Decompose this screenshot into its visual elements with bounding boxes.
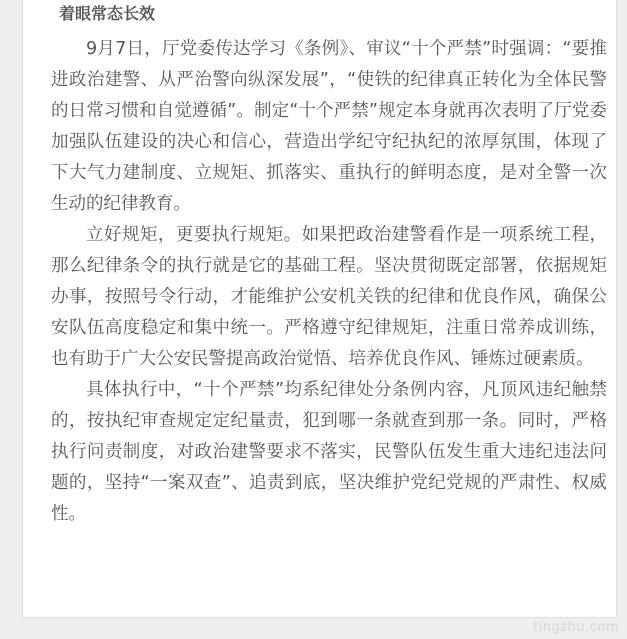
article-paragraph: 9月7日，厅党委传达学习《条例》、审议“十个严禁”时强调：“要推进政治建警、从严治警向纵深发展”，“使铁的纪律真正转化为全体民警的日常习惯和自觉遵循”。制定“十个严禁”规定本身就再次表明了厅党委加强队伍建设的决心和信心，营造出学纪守纪执纪的浓厚氛围，体现了下大气力建制度、立规矩、抓落实、重执行的鲜明态度，是对全警一次生动的纪律教育。 (51, 39, 607, 214)
section-heading: 着眼常态长效 (59, 4, 156, 23)
article-body (51, 34, 607, 530)
site-watermark: tingzhu.com (533, 620, 619, 635)
article-paragraph: 具体执行中，“十个严禁”均系纪律处分条例内容，凡顶风违纪触禁的，按执纪审查规定定纪量责，犯到哪一条就查到那一条。同时，严格执行问责制度，对政治建警要求不落实，民警队伍发生重大违纪违法问题的，坚持“一案双查”、追责到底，坚决维护党纪党规的严肃性、权威性。 (51, 380, 607, 524)
article-paragraph: 立好规矩，更要执行规矩。如果把政治建警看作是一项系统工程，那么纪律条令的执行就是它的基础工程。坚决贯彻既定部署，依据规矩办事，按照号令行动，才能维护公安机关铁的纪律和优良作风，确保公安队伍高度稳定和集中统一。严格遵守纪律规矩，注重日常养成训练，也有助于广大公安民警提高政治觉悟、培养优良作风、锤炼过硬素质。 (51, 225, 607, 369)
article-page (22, 0, 617, 618)
